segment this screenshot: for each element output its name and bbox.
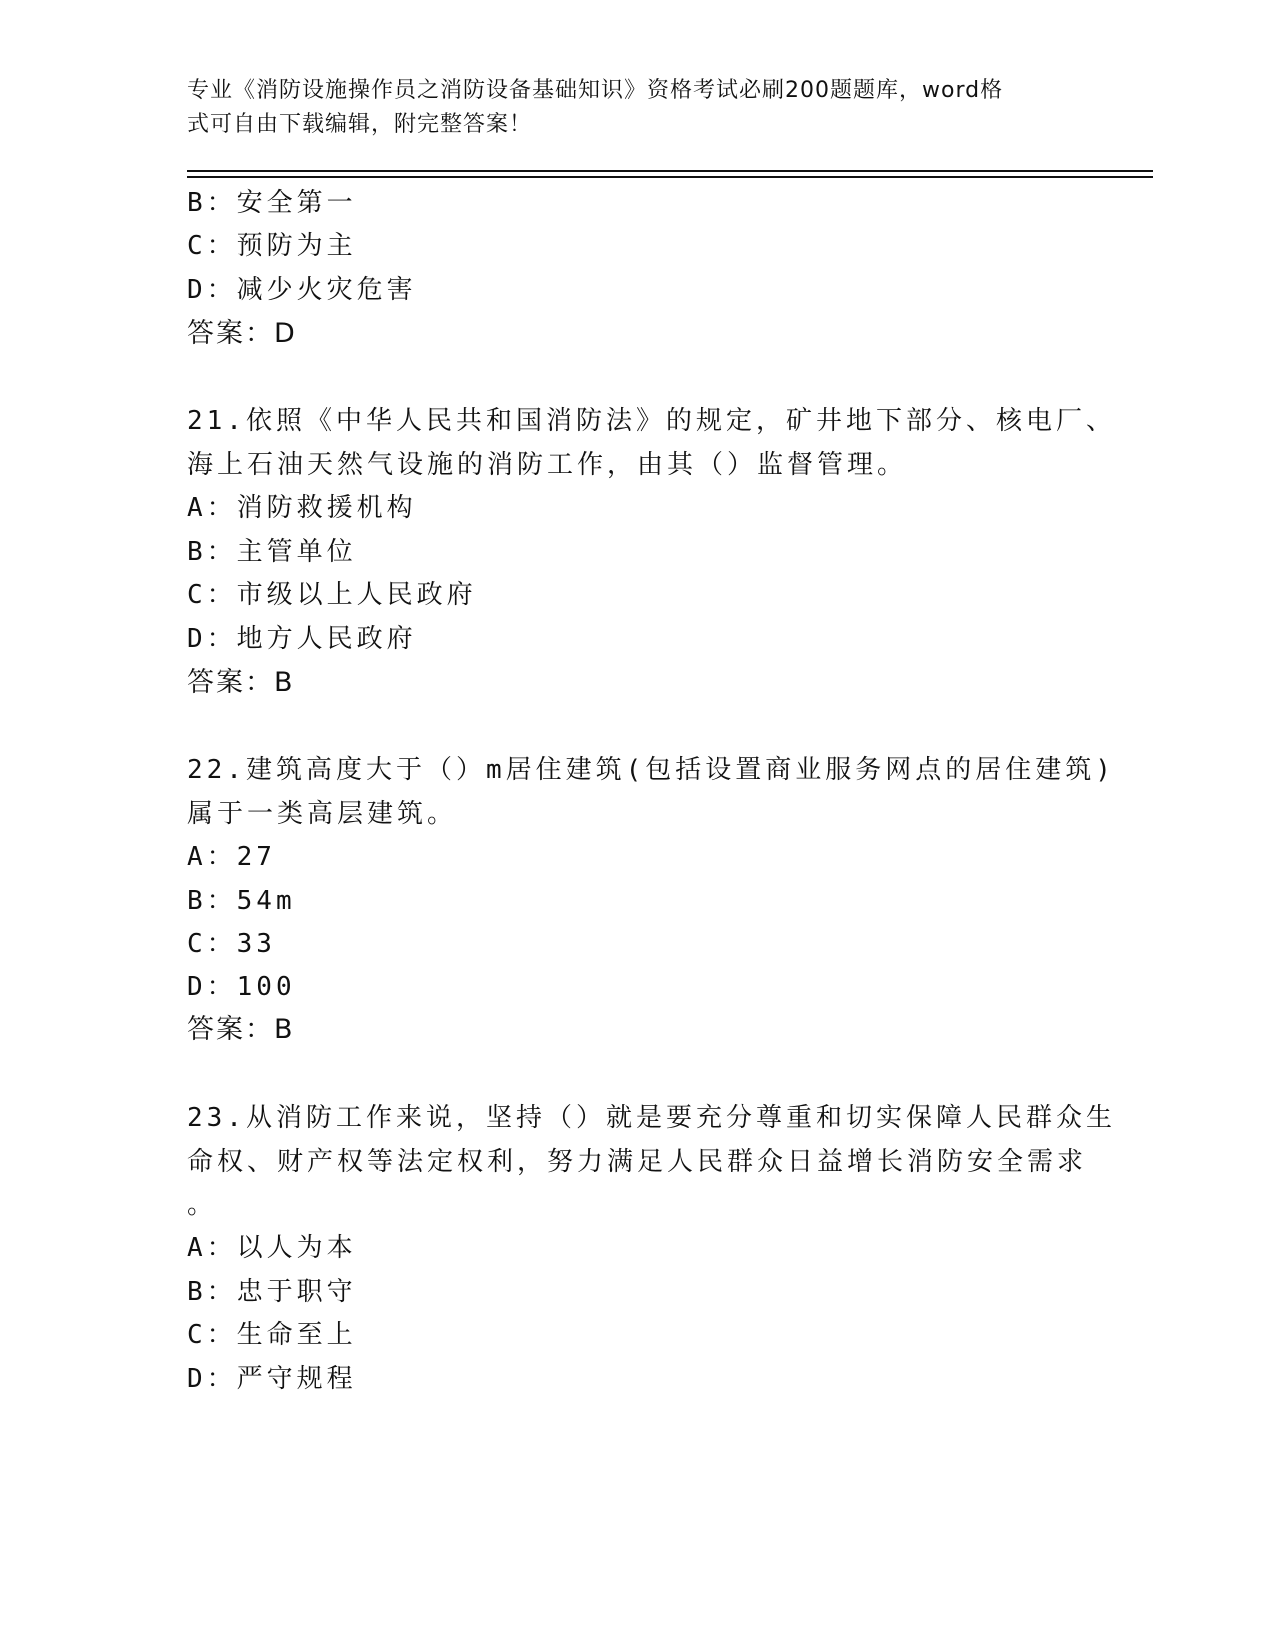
question-text: 海上石油天然气设施的消防工作，由其（）监督管理。	[187, 450, 908, 480]
answer-line: 答案：B	[187, 1014, 295, 1045]
option-line: C：市级以上人民政府	[187, 580, 477, 610]
option-line: A：27	[187, 842, 276, 872]
question-text: 。	[187, 1190, 218, 1220]
option-line: D：严守规程	[187, 1364, 357, 1394]
option-line: B：主管单位	[187, 537, 357, 567]
option-line: D：100	[187, 972, 296, 1002]
answer-line: 答案：D	[187, 318, 297, 349]
question-text: 21.依照《中华人民共和国消防法》的规定，矿井地下部分、核电厂、	[187, 406, 1116, 436]
header-line-1: 专业《消防设施操作员之消防设备基础知识》资格考试必刷200题题库，word格	[187, 78, 1004, 103]
option-line: B：安全第一	[187, 188, 357, 218]
header-line-2: 式可自由下载编辑，附完整答案！	[187, 112, 533, 137]
option-line: C：生命至上	[187, 1320, 357, 1350]
option-line: A：消防救援机构	[187, 493, 417, 523]
option-line: D：减少火灾危害	[187, 275, 417, 305]
document-header	[187, 74, 1067, 142]
option-line: C：33	[187, 929, 276, 959]
answer-line: 答案：B	[187, 667, 295, 698]
question-text: 23.从消防工作来说，坚持（）就是要充分尊重和切实保障人民群众生	[187, 1103, 1116, 1133]
question-text: 命权、财产权等法定权利，努力满足人民群众日益增长消防安全需求	[187, 1147, 1088, 1177]
question-text: 22.建筑高度大于（）m居住建筑(包括设置商业服务网点的居住建筑)	[187, 755, 1115, 785]
question-text: 属于一类高层建筑。	[187, 799, 458, 829]
option-line: B：忠于职守	[187, 1277, 357, 1307]
header-rule-bottom	[187, 176, 1153, 178]
option-line: D：地方人民政府	[187, 624, 417, 654]
option-line: A：以人为本	[187, 1233, 357, 1263]
option-line: C：预防为主	[187, 231, 357, 261]
header-rule-top	[187, 170, 1153, 172]
option-line: B：54m	[187, 886, 296, 916]
